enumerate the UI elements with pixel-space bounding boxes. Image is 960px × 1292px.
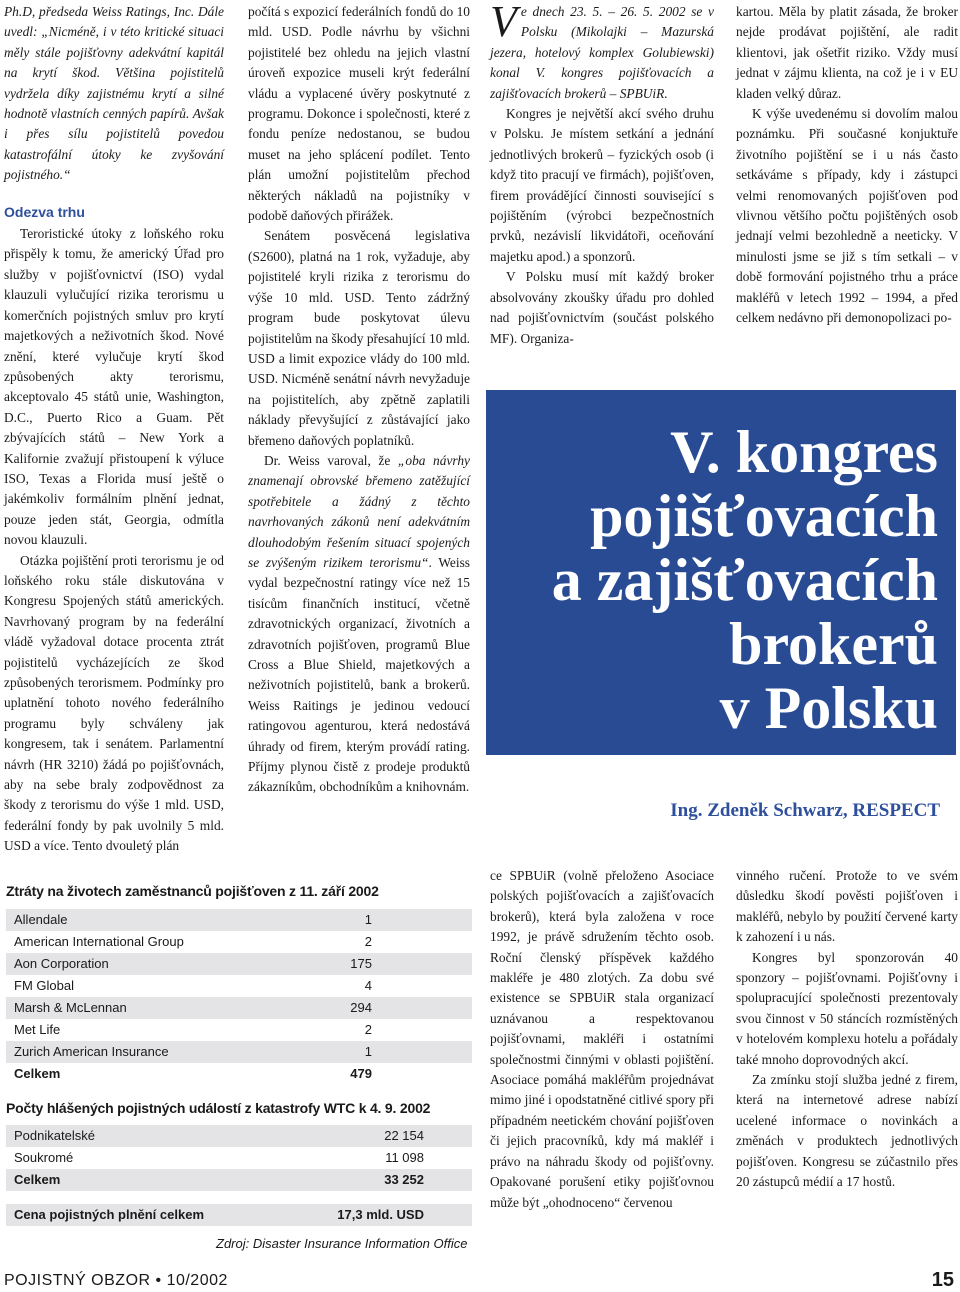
paragraph: Kongres byl sponzorován 40 sponzory – pojišťovnami. Pojišťovny i spolupracující společnosti prezentovaly svou činnost v 50 stáncích rozmístěných v hotelovém komplexu hotelu a pořádaly také mnoho doprovodných akcí. — [736, 949, 958, 1067]
title-line: brokerů — [729, 611, 938, 677]
title-line: V. kongres — [670, 419, 938, 485]
row-label: Soukromé — [14, 1150, 74, 1165]
paragraph: K výše uvedenému si dovolím malou poznámku. Při současné konjuktuře životního pojištění se i u nás často setkáváme s případy, kdy i zástupci velmi renomovaných pojišťoven pod vlivnou většího počtu pojištěných osob jednají velmi bezohledně a neeticky. V minulosti jsme se již s tím setkali – v době formování pojistného trhu a práce makléřů v letech 1992 – 1994, a před celkem nedávno při demonopolizaci po- — [736, 106, 958, 326]
row-value: 11 098 — [385, 1150, 424, 1165]
row-label: Allendale — [14, 912, 68, 927]
table-row — [6, 997, 472, 1019]
table-total-row — [6, 1169, 472, 1191]
row-label: Cena pojistných plnění celkem — [14, 1207, 204, 1222]
row-value: 17,3 mld. USD — [337, 1207, 424, 1222]
table-title: Ztráty na životech zaměstnanců pojišťoven z 11. září 2002 — [6, 883, 379, 899]
source-note: Zdroj: Disaster Insurance Information Office — [216, 1236, 468, 1251]
paragraph: Otázka pojištění proti terorismu je od loňského roku stále diskutována v Kongresu Spojených států amerických. Navrhovaný program by na federální vládě vyžadoval dotace procenta ztrát pojistitelů vycházejících ze škod způsobených terorismem. Podmínky pro uplatnění tohoto nového federálního programu byly schváleny jak kongresem, tak i senátem. Parlamentní návrh (HR 3210) žádá po pojišťovnách, aby na sebe braly zodpovědnost za škody z terorismu do výše 1 mld. USD, federální fondy by pak uvolnily 5 mld. USD a více. Tento dvouletý plán — [4, 552, 224, 854]
author-byline: Ing. Zdeněk Schwarz, RESPECT — [670, 800, 940, 821]
table-total-row — [6, 1204, 472, 1226]
column-4 — [736, 2, 958, 329]
table-row — [6, 931, 472, 953]
table-row — [6, 1019, 472, 1041]
casualties-table — [6, 909, 472, 1085]
paragraph: ce SPBUiR (volně přeloženo Asociace polských pojišťovacích a zajišťovacích brokerů), která byla založena v roce 1992, je právě sdružením těchto osob. Roční členský příspěvek každého makléře je 480 zlotých. Za dobu své existence se SPBUiR stala organizací uznávanou a respektovanou pojišťovnami, makléři i ostatními společnostmi činnými v oblasti pojištění. Asociace pomáhá makléřům projednávat mimo jiné i opodstatněné citlivé spory při případném neetickém chování pojišťoven či jejich pracovníků, kdy má makléř i právo na náhradu škody od pojišťovny. Opakované porušení etiky pojišťovnou může být „ohodnoceno“ červenou — [490, 868, 714, 1210]
page-number: 15 — [931, 1269, 954, 1291]
table-row — [6, 1125, 472, 1147]
row-label: Celkem — [14, 1066, 61, 1081]
article-title-block — [486, 390, 956, 755]
title-line: v Polsku — [719, 675, 938, 741]
paragraph: kartou. Měla by platit zásada, že broker nejde prodávat pojištění, ale radit klientovi, jak ošetřit riziko. Vždy musí jednat v zájmu klienta, na což je i v EU kladen velký důraz. — [736, 4, 958, 101]
paragraph — [248, 451, 470, 798]
row-label: Marsh & McLennan — [14, 1000, 127, 1015]
row-label: Met Life — [14, 1022, 61, 1037]
column-2 — [248, 2, 470, 798]
paragraph-text: . Weiss vydal bezpečnostní ratingy více než 15 tisícům finančních institucí, včetně zdravotnických organizací, životních a zdravotních pojišťoven, programů Blue Cross a Blue Shield, majetkových a neživotních pojistitelů, bank a brokerů. Weiss Raitings je jedinou vedoucí ratingovou agenturou, která nedostává úhrady od firem, kterým provádí rating. Příjmy plynou čistě z prodeje produktů zákazníkům, obchodníkům a knihovnám. — [248, 554, 470, 795]
paragraph: Senátem posvěcená legislativa (S2600), platná na 1 rok, vyžaduje, aby pojistitelé kryli rizika z terorismu do výše 10 mld. USD. Tento zádržný program bude poskytovat úlevu pojistitelům na škody přesahující 10 mld. USD a limit expozice vlády do 100 mld. USD. Nicméně senátní návrh nevyžaduje na pojistitelích, aby zpětně zaplatili náklady převyšující z zůstávající jako břemeno daňových poplatníků. — [248, 228, 470, 448]
quote-text: „oba návrhy znamenají obrovské břemeno zatěžující spotřebitele a žádný z těchto navrhovaných zákonů není adekvátním dlouhodobým řešením situací spojených se zvýšeným rizikem terorismu“ — [248, 452, 470, 570]
row-value: 479 — [350, 1066, 372, 1081]
row-value: 1 — [364, 1044, 372, 1059]
row-label: FM Global — [14, 978, 74, 993]
table-row — [6, 1147, 472, 1169]
row-value: 2 — [364, 1022, 372, 1037]
row-value: 4 — [364, 978, 372, 993]
row-value: 22 154 — [384, 1128, 424, 1143]
column-3 — [490, 2, 714, 349]
column-4-continued — [736, 866, 958, 1193]
row-value: 294 — [350, 1000, 372, 1015]
row-value: 33 252 — [384, 1172, 424, 1187]
paragraph: V Polsku musí mít každý broker absolvovány zkoušky úřadu pro dohled nad pojišťovnictvím (součást polského MF). Organiza- — [490, 269, 714, 346]
row-label: Aon Corporation — [14, 956, 109, 971]
table-row — [6, 909, 472, 931]
section-heading: Odezva trhu — [4, 203, 85, 220]
row-label: Celkem — [14, 1172, 61, 1187]
row-value: 1 — [364, 912, 372, 927]
table-row — [6, 953, 472, 975]
row-label: American International Group — [14, 934, 184, 949]
claims-total-table — [6, 1204, 472, 1226]
paragraph: počítá s expozicí federálních fondů do 10 mld. USD. Podle návrhu by všichni pojistitelé bez ohledu na jejich vlastní úroveň expozice museli krýt federální vládu a vyplacené úvěry poskytnuté z programu. Dokonce i společnosti, které z fondu peníze nedostanou, se budou muset na jeho splácení podílet. Tento plán umožní pojistitelům přechod některých nákladů na pojistníky v podobě daňových přirážek. — [248, 4, 470, 224]
table-row — [6, 975, 472, 997]
column-1 — [4, 2, 224, 857]
lead-paragraph — [490, 2, 714, 104]
drop-cap: V — [490, 0, 517, 46]
table-title: Počty hlášených pojistných událostí z katastrofy WTC k 4. 9. 2002 — [6, 1100, 431, 1116]
paragraph: Za zmínku stojí služba jedné z firem, která na internetové adrese nabízí ucelené informace o novinkách a změnách v produktech jednotlivých pojišťoven. Kongresu se zúčastnilo přes 20 zástupců médií a 17 hostů. — [736, 1072, 958, 1190]
paragraph: vinného ručení. Protože to ve svém důsledku škodí pověsti pojišťoven i makléřů, nebylo by použití červené karty k zahození i u nás. — [736, 868, 958, 945]
intro-paragraph: Ph.D, předseda Weiss Ratings, Inc. Dále uvedl: „Nicméně, i v této kritické situaci měly stále pojišťovny adekvátní kapitál na krytí škod. Většina pojistitelů vydržela díky zajistnému krytí a silné hodnotě vlastních cenných papírů. Avšak i přes sílu pojistitelů povedou katastrofální útoky ke zvyšování pojistného.“ — [4, 4, 224, 183]
row-label: Zurich American Insurance — [14, 1044, 169, 1059]
row-value: 2 — [364, 934, 372, 949]
column-3-continued — [490, 866, 714, 1213]
row-value: 175 — [350, 956, 372, 971]
table-row — [6, 1041, 472, 1063]
table-total-row — [6, 1063, 472, 1085]
lead-text: e dnech 23. 5. – 26. 5. 2002 se v Polsku (Mikolajki – Mazurská jezera, hotelový komplex Golubiewski) konal V. kongres pojišťovacích a zajišťovacích brokerů – SPBUiR. — [490, 4, 714, 101]
row-label: Podnikatelské — [14, 1128, 95, 1143]
title-line: pojišťovacích — [590, 483, 938, 549]
title-line: a zajišťovacích — [551, 547, 938, 613]
paragraph: Teroristické útoky z loňského roku přispěly k tomu, že americký Úřad pro služby v pojišťovnictví (ISO) vydal klauzuli vylučující rizika terorismu u komerčních pojistných smluv pro krytí majetkových a neživotních škod. Nové znění, které vylučuje krytí škod způsobených akty terorismu, akceptovalo 45 států unie, Washington, D.C., Puerto Rico a Guam. Pět zbývajících států – New York a Kalifornie zvažují přistoupení k výluce ISO, Texas a Florida musí ještě o jakémkoliv formálním plnění jednat, pouze jeden stát, Georgia, odmítla novou klauzuli. — [4, 226, 224, 548]
claims-table — [6, 1125, 472, 1191]
paragraph-text: Dr. Weiss varoval, že — [264, 452, 398, 468]
paragraph: Kongres je největší akcí svého druhu v Polsku. Je místem setkání a jednání jednotlivých brokerů – fyzických osob (i když tito pracují ve firmách), pojišťoven, firem provádějící činnosti související s pojištěním (výrobci bezpečnostních prvků, nezávislí likvidátoři, oceňování majetku apod.) a sponzorů. — [490, 106, 714, 264]
publication-footer: POJISTNÝ OBZOR • 10/2002 — [4, 1272, 228, 1289]
